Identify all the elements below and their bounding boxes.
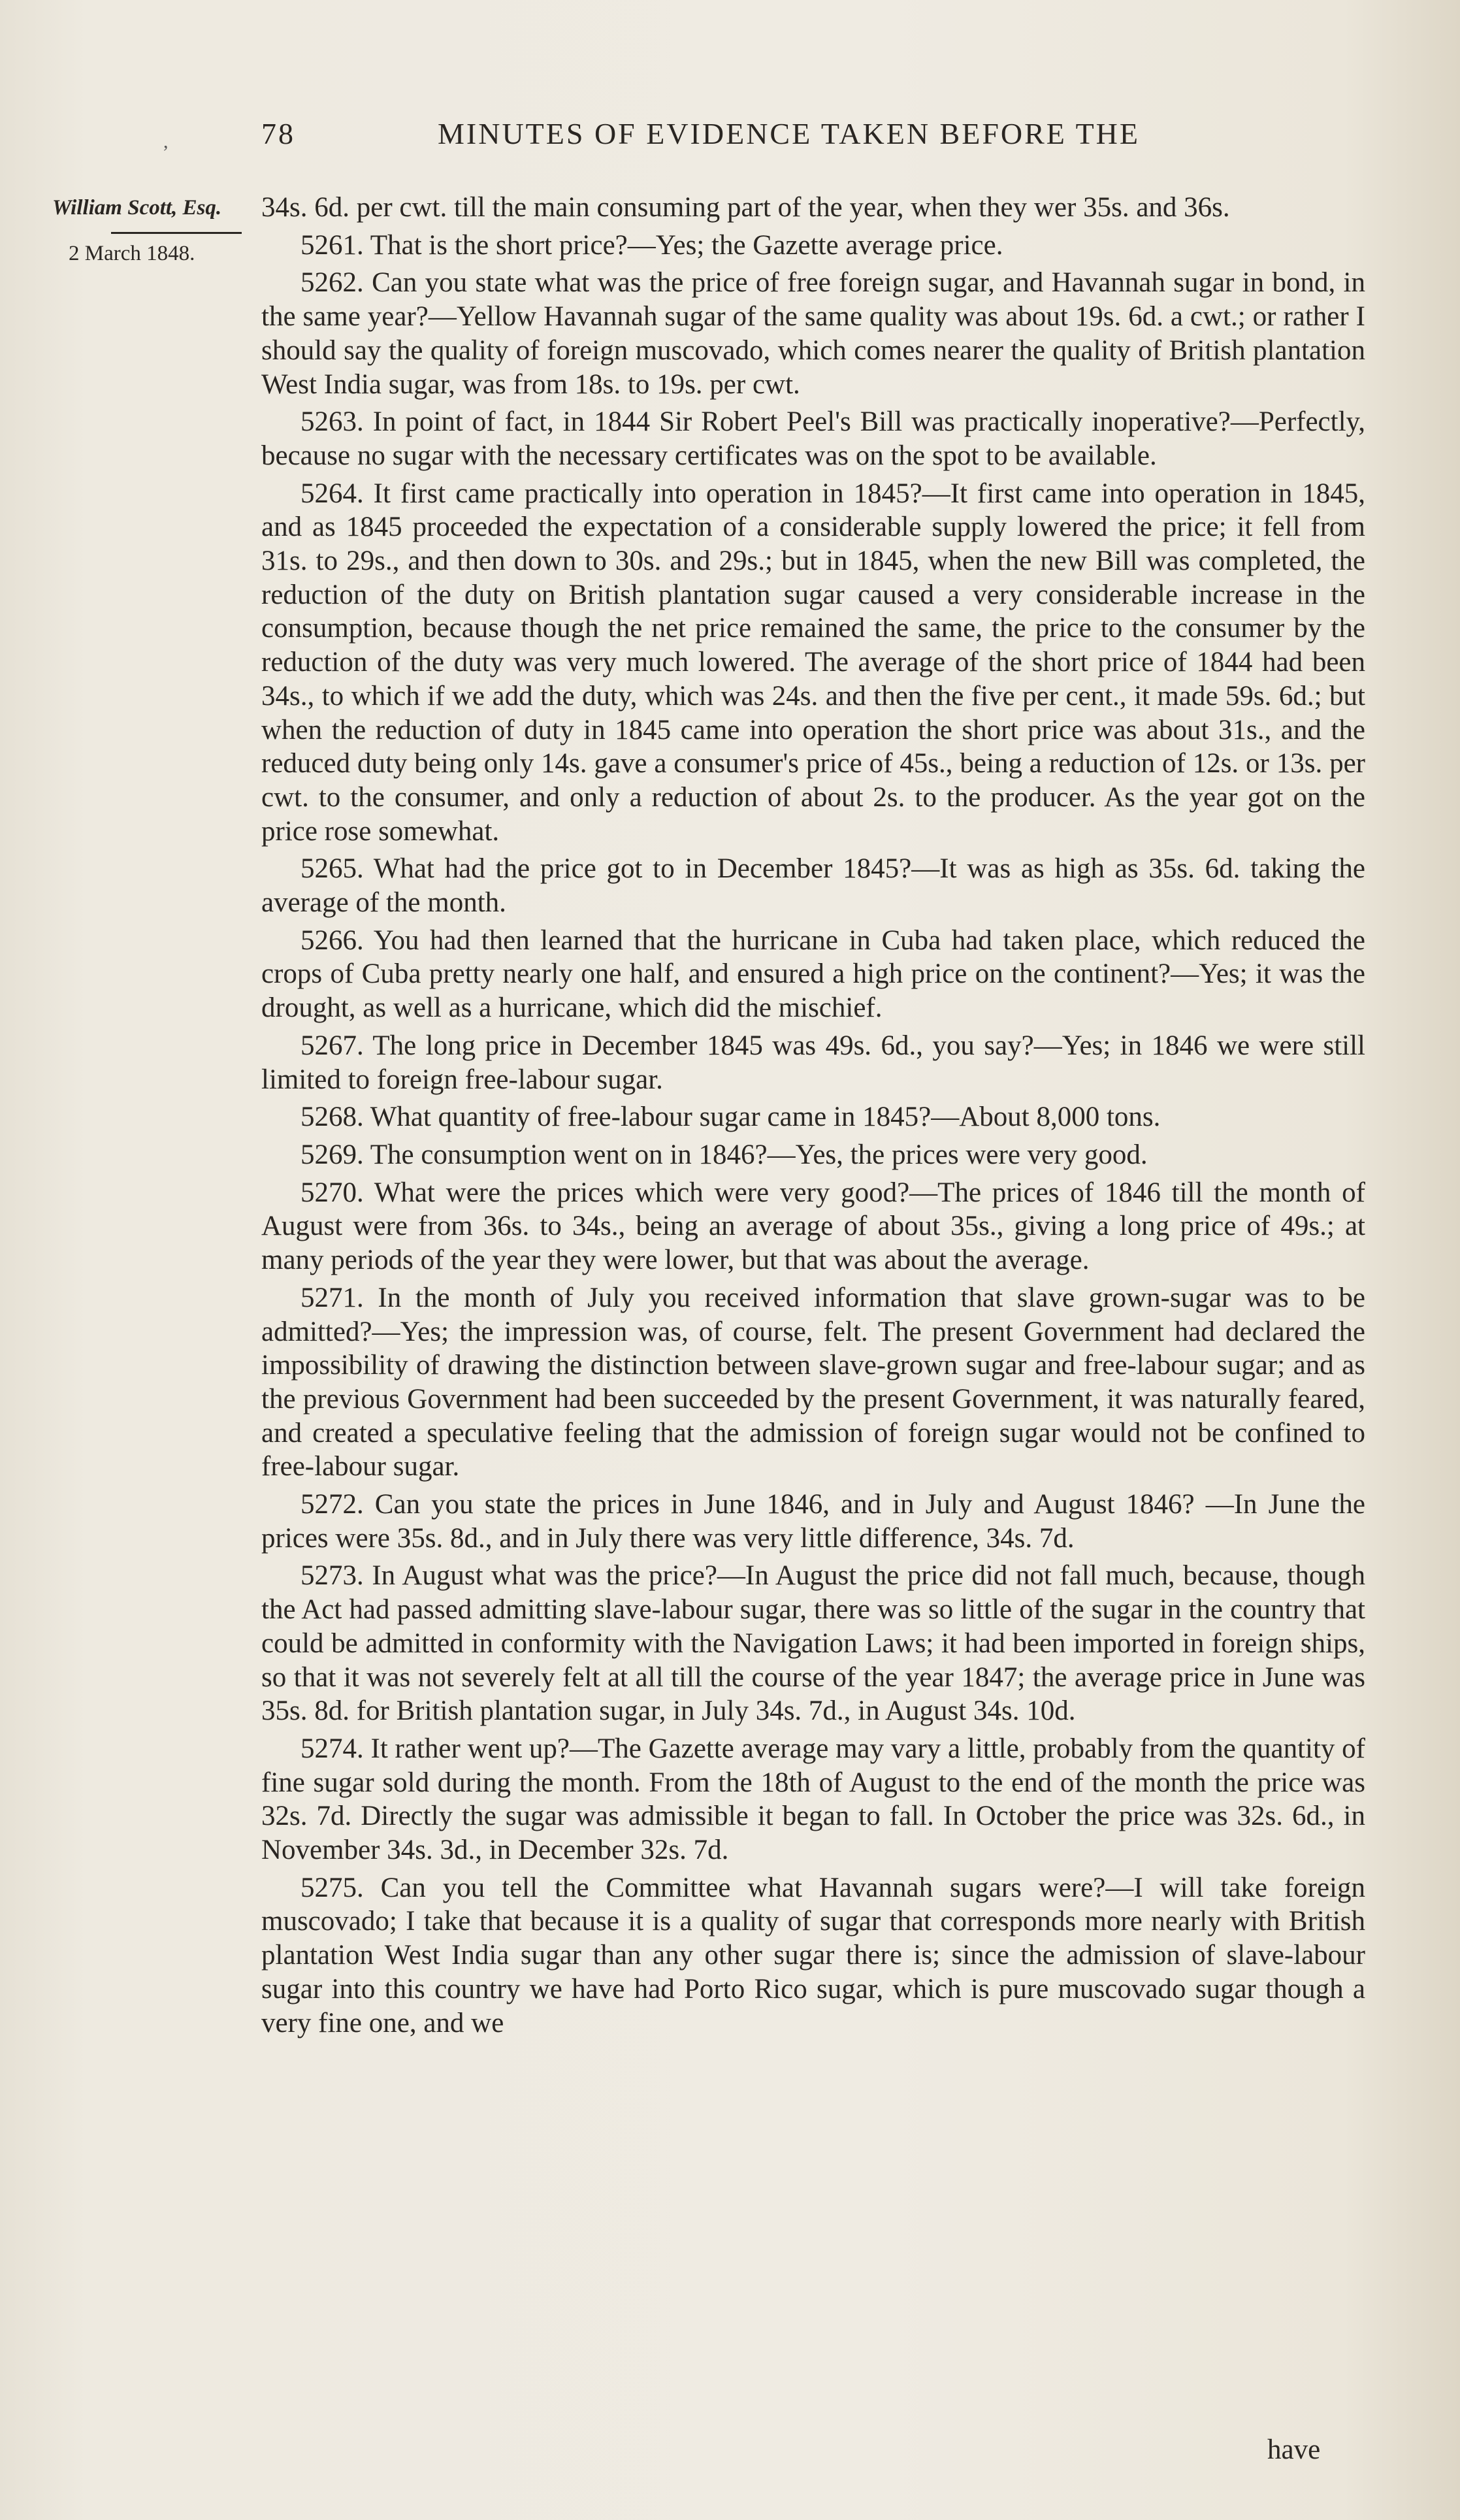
question-5264: 5264. It first came practically into operation in 1845?—It first came into operation in 1845, and as 1845 proceeded the expectation of a considerable supply lowered the price; it fell from 31s. to 29s., and then down to 30s. and 29s.; but in 1845, when the new Bill was completed, the reduction of the duty on British plantation sugar caused a very considerable increase in the consumption, because though the net price remained the same, the price to the consumer by the reduction of the duty was very much lowered. The average of the short price of 1844 had been 34s., to which if we add the duty, which was 24s. and then the five per cent., it made 59s. 6d.; but when the reduction of duty in 1845 came into operation the short price was about 31s., and the reduced duty being only 14s. gave a consumer's price of 45s., being a reduction of 12s. or 13s. per cwt. to the consumer, and only a reduction of about 2s. to the producer. As the year got on the price rose somewhat. <box>261 478 1365 847</box>
margin-rule <box>111 232 242 234</box>
question-5269: 5269. The consumption went on in 1846?—Yes, the prices were very good. <box>300 1139 1148 1170</box>
catchword: have <box>1267 2434 1321 2465</box>
question-5270: 5270. What were the prices which were very good?—The prices of 1846 till the month of August were from 36s. to 34s., being an average of about 35s., giving a long price of 49s.; at many periods of the year they were lower, but that was about the average. <box>261 1177 1365 1276</box>
question-5268: 5268. What quantity of free-labour sugar came in 1845?—About 8,000 tons. <box>300 1102 1161 1133</box>
margin-notes <box>52 196 274 266</box>
evidence-body <box>261 191 1365 2044</box>
margin-mark: , <box>163 131 169 152</box>
question-5265: 5265. What had the price got to in December 1845?—It was as high as 35s. 6d. taking the average of the month. <box>261 853 1365 919</box>
question-5266: 5266. You had then learned that the hurricane in Cuba had taken place, which reduced the crops of Cuba pretty nearly one half, and ensured a high price on the continent?—Yes; it was the drought, as well as a hurricane, which did the mischief. <box>261 925 1365 1024</box>
question-5272: 5272. Can you state the prices in June 1846, and in July and August 1846? —In June the prices were 35s. 8d., and in July there was very little difference, 34s. 7d. <box>261 1489 1365 1554</box>
question-5273: 5273. In August what was the price?—In August the price did not fall much, because, though the Act had passed admitting slave-labour sugar, there was so little of the sugar in the country that could be admitted in conformity with the Navigation Laws; it had been imported in foreign ships, so that it was not severely felt at all till the course of the year 1847; the average price in June was 35s. 8d. for British plantation sugar, in July 34s. 7d., in August 34s. 10d. <box>261 1560 1365 1727</box>
question-5267: 5267. The long price in December 1845 was 49s. 6d., you say?—Yes; in 1846 we were still limited to foreign free-labour sugar. <box>261 1030 1365 1095</box>
question-5271: 5271. In the month of July you received information that slave grown-sugar was to be admitted?—Yes; the impression was, of course, felt. The present Government had declared the impossibility of drawing the distinction between slave-grown sugar and free-labour sugar; and as the previous Government had been succeeded by the present Government, it was naturally feared, and created a speculative feeling that the admission of foreign sugar would not be confined to free-labour sugar. <box>261 1282 1365 1482</box>
page-number: 78 <box>261 117 295 150</box>
question-5261: 5261. That is the short price?—Yes; the Gazette average price. <box>300 229 1003 261</box>
question-5263: 5263. In point of fact, in 1844 Sir Robert Peel's Bill was practically inoperative?—Perfectly, because no sugar with the necessary certificates was on the spot to be available. <box>261 406 1365 471</box>
question-5275: 5275. Can you tell the Committee what Havannah sugars were?—I will take foreign muscovado; I take that because it is a quality of sugar that corresponds more nearly with British plantation West India sugar than any other sugar there is; since the admission of slave-labour sugar into this country we have had Porto Rico sugar, which is pure muscovado sugar though a very fine one, and we <box>261 1872 1365 2038</box>
header-title: MINUTES OF EVIDENCE TAKEN BEFORE THE <box>438 117 1140 150</box>
hearing-date: 2 March 1848. <box>69 242 195 265</box>
running-header <box>261 116 1372 151</box>
paragraph-continuation: 34s. 6d. per cwt. till the main consuming part of the year, when they wer 35s. and 36s. <box>261 192 1230 223</box>
question-5274: 5274. It rather went up?—The Gazette average may vary a little, probably from the quantity of fine sugar sold during the month. From the 18th of August to the end of the month the price was 32s. 7d. Directly the sugar was admissible it began to fall. In October the price was 32s. 6d., in November 34s. 3d., in December 32s. 7d. <box>261 1733 1365 1866</box>
question-5262: 5262. Can you state what was the price of free foreign sugar, and Havannah sugar in bond, in the same year?—Yellow Havannah sugar of the same quality was about 19s. 6d. a cwt.; or rather I should say the quality of foreign muscovado, which comes nearer the quality of British plantation West India sugar, was from 18s. to 19s. per cwt. <box>261 267 1365 400</box>
witness-name: William Scott, Esq. <box>52 196 222 220</box>
